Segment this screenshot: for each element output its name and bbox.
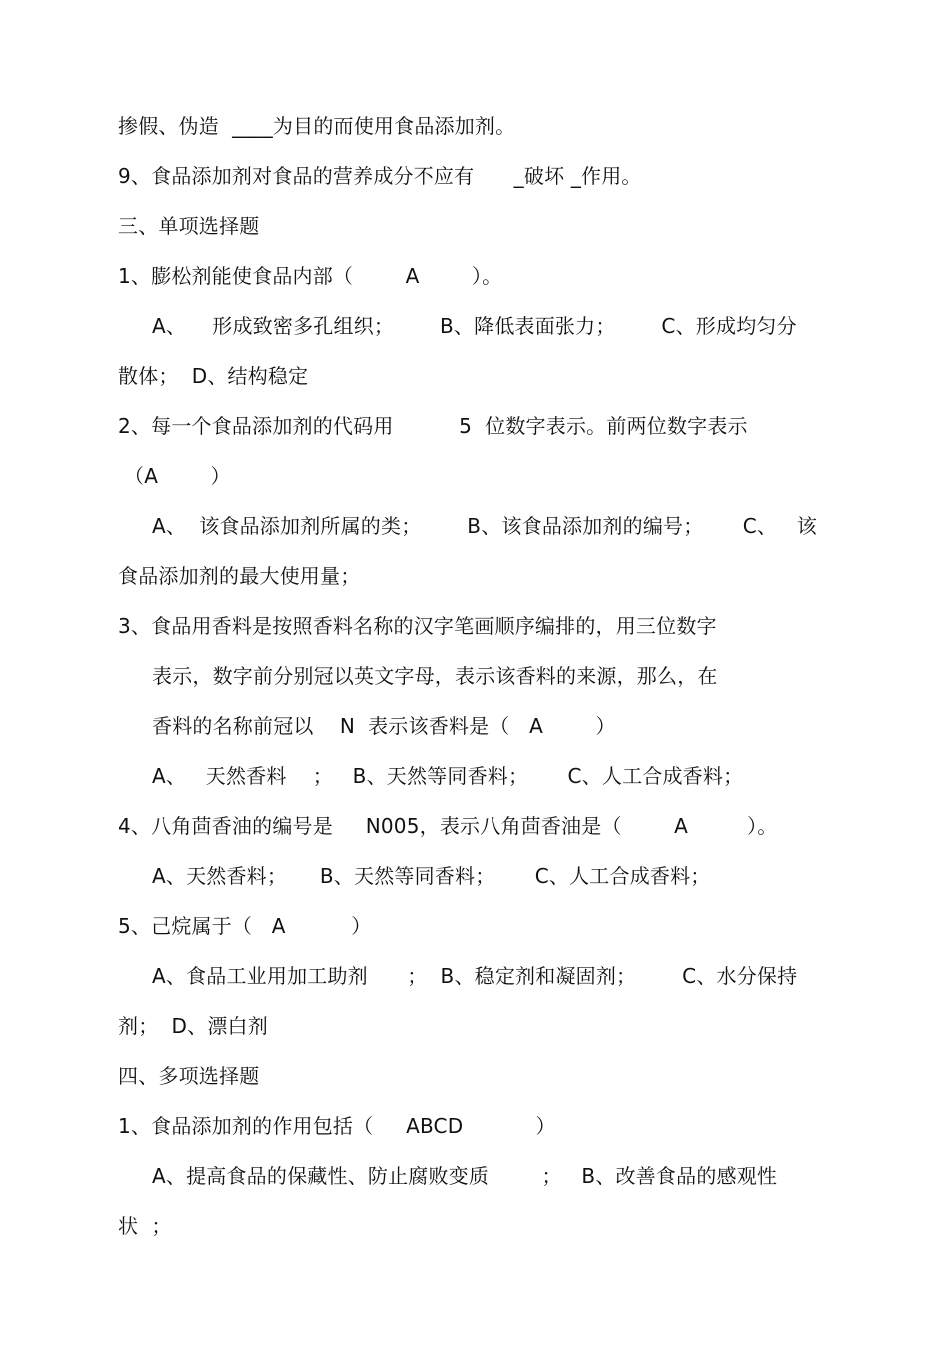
text-line-adulteration-purpose: 掺假、伪造 ____为目的而使用食品添加剂。 (118, 114, 516, 138)
question-3-options: A、 天然香料 ； B、天然等同香料； C、人工合成香料； (152, 764, 744, 788)
question-1-options: A、 形成致密多孔组织； B、降低表面张力； C、形成均匀分 (152, 314, 797, 338)
question-2-options: A、 该食品添加剂所属的类； B、该食品添加剂的编号； C、 该 (152, 514, 818, 538)
question-3-cont-2: 香料的名称前冠以 N 表示该香料是（ A ） (152, 714, 616, 738)
mc-question-1-functions: 1、食品添加剂的作用包括（ ABCD ） (118, 1114, 556, 1138)
question-3-flavoring: 3、食品用香料是按照香料名称的汉字笔画顺序编排的，用三位数字 (118, 614, 717, 638)
question-3-cont-1: 表示，数字前分别冠以英文字母，表示该香料的来源，那么，在 (152, 664, 718, 688)
question-5-hexane: 5、己烷属于（ A ） (118, 914, 372, 938)
mc-question-1-options-cont: 状 ； (118, 1214, 172, 1238)
section-heading-single-choice: 三、单项选择题 (118, 214, 260, 238)
question-5-options: A、食品工业用加工助剂 ； B、稳定剂和凝固剂； C、水分保持 (152, 964, 798, 988)
question-2-code: 2、每一个食品添加剂的代码用 5 位数字表示。前两位数字表示 (118, 414, 748, 438)
question-4-star-anise: 4、八角茴香油的编号是 N005，表示八角茴香油是（ A ）。 (118, 814, 778, 838)
question-1-options-cont: 散体； D、结构稳定 (118, 364, 309, 388)
question-4-options: A、天然香料； B、天然等同香料； C、人工合成香料； (152, 864, 711, 888)
question-2-options-cont: 食品添加剂的最大使用量； (118, 564, 361, 588)
question-5-options-cont: 剂； D、漂白剂 (118, 1014, 268, 1038)
question-1-leavening: 1、膨松剂能使食品内部（ A ）。 (118, 264, 503, 288)
text-line-q9-nutrition: 9、食品添加剂对食品的营养成分不应有 _破坏 _作用。 (118, 164, 642, 188)
section-heading-multiple-choice: 四、多项选择题 (118, 1064, 260, 1088)
mc-question-1-options: A、提高食品的保藏性、防止腐败变质 ； B、改善食品的感观性 (152, 1164, 778, 1188)
question-2-answer: （A ） (124, 464, 231, 488)
